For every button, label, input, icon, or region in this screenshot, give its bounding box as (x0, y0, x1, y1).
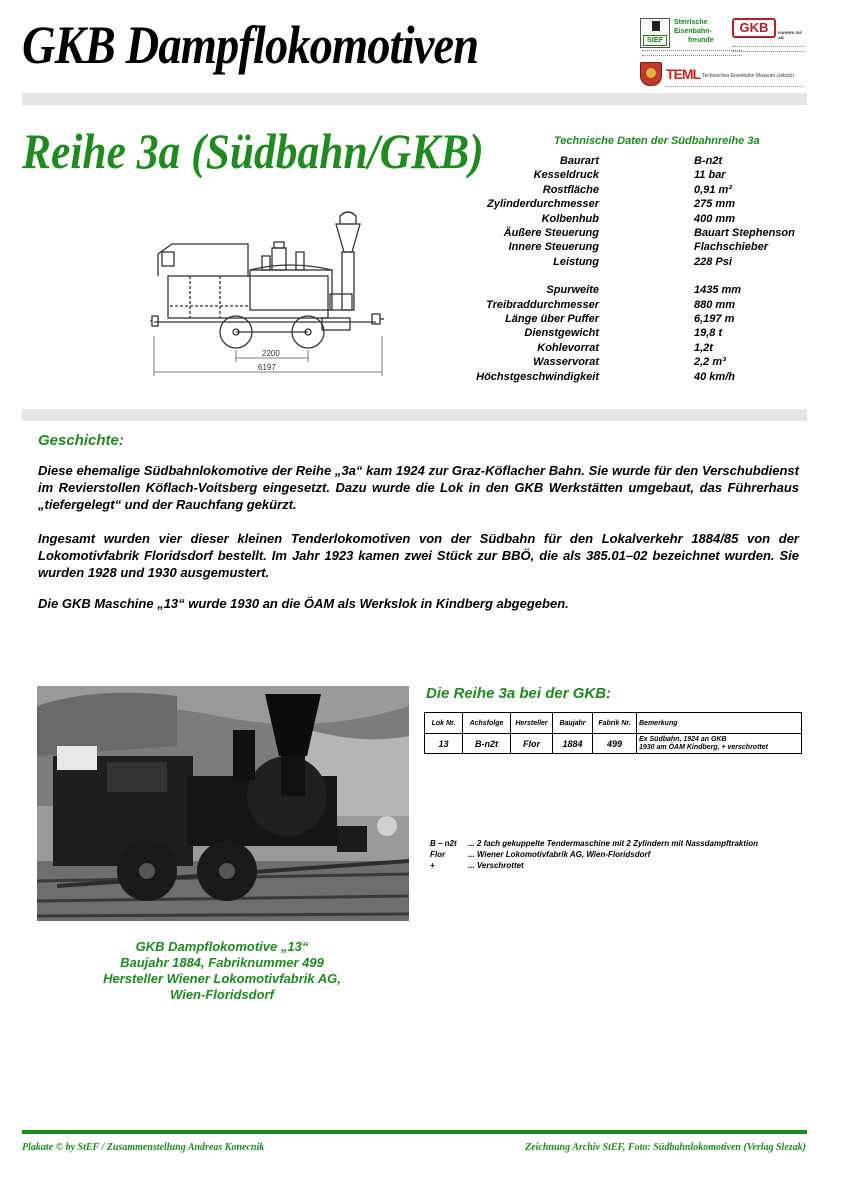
caption-line: Hersteller Wiener Lokomotivfabrik AG, (103, 971, 341, 986)
locomotive-photo (37, 686, 409, 921)
series-title: Reihe 3a (Südbahn/GKB) (22, 123, 484, 179)
locomotive-drawing (150, 186, 386, 378)
tech-data-row (430, 198, 830, 212)
gkb-address (732, 46, 804, 52)
legend-term: B – n2t (430, 839, 457, 848)
column-header-fabrik-nr: Fabrik Nr. (593, 713, 637, 734)
column-header-lok-nr: Lok Nr. (425, 713, 463, 734)
teml-word: TEML (666, 66, 701, 82)
tech-data-value: 11 bar (694, 169, 726, 182)
legend-item (430, 849, 810, 860)
history-paragraph: Ingesamt wurden vier dieser kleinen Tenderlokomotiven von der Südbahn für den Lokalverkehr 1884/85 von der Lokomotivfabrik Floridsdorf bestellt. Im Jahr 1923 kamen zwei Stück zur BBÖ, die als 385.01–02 bezeichnet wurden. Sie wurden 1928 und 1930 ausgemustert. (38, 531, 799, 580)
tech-data-label: Spurweite (546, 284, 599, 297)
legend-description: ... Wiener Lokomotivfabrik AG, Wien-Floridsdorf (468, 850, 651, 859)
tech-data-row (430, 155, 830, 169)
tech-data-row (430, 256, 830, 270)
stef-logo (640, 18, 736, 60)
tech-data-label: Kolbenhub (541, 212, 599, 225)
tech-data-row (430, 213, 830, 227)
dimension-wheelbase: 2200 (262, 349, 280, 358)
note-line: 1930 am ÖAM Kindberg, + verschrottet (639, 743, 768, 751)
logo-block (636, 16, 808, 90)
legend-description: ... 2 fach gekuppelte Tendermaschine mit 2 Zylindern mit Nassdampftraktion (468, 839, 758, 848)
tech-data-row (430, 284, 830, 298)
tech-data-row (430, 371, 830, 385)
table-row (425, 734, 802, 754)
tech-data-label: Innere Steuerung (508, 241, 599, 254)
tech-data-value: 275 mm (694, 198, 735, 211)
stef-emblem-icon (640, 18, 670, 48)
stef-name-line: Eisenbahn- (674, 28, 712, 35)
tech-data-label: Äußere Steuerung (503, 227, 599, 239)
table-header-row (425, 713, 802, 734)
caption-line: Baujahr 1884, Fabriknummer 499 (120, 955, 324, 970)
cell-achsfolge: B-n2t (463, 734, 511, 754)
teml-text: Technisches Eisenbahn Museum Lieboch (702, 73, 794, 79)
stef-plate: StEF (643, 35, 667, 46)
cell-fabrik-nr: 499 (593, 734, 637, 754)
footer-sources: Zeichnung Archiv StEF, Foto: Südbahnlokomotiven (Verlag Slezak) (525, 1142, 806, 1153)
legend-item (430, 838, 810, 849)
footer-divider (22, 1130, 807, 1134)
tech-data-value: B-n2t (694, 155, 723, 167)
tech-data-value: 2,2 m³ (694, 356, 726, 369)
tech-data-value: 1435 mm (694, 284, 742, 297)
tech-data-value: 1,2t (694, 341, 713, 354)
tech-data-row (430, 184, 830, 198)
gkb-table (424, 712, 802, 754)
stef-address (642, 50, 742, 56)
tech-data-label: Rostfläche (542, 183, 599, 196)
tech-data-label: Baurart (559, 155, 599, 167)
tech-data-value: 19,8 t (694, 327, 723, 340)
tech-data-row (430, 327, 830, 341)
history-paragraph: Diese ehemalige Südbahnlokomotive der Reihe „3a“ kam 1924 zur Graz-Köflacher Bahn. Sie wurde für den Verschubdienst im Revierstollen Köflach-Voitsberg eingesetzt. Dazu wurde die Lok in den GKB Werkstätten umgebaut, das Führerhaus „tiefergelegt“ und der Rauchfang gekürzt. (38, 463, 799, 512)
column-header-bemerkung: Bemerkung (637, 713, 802, 734)
page-title: GKB Dampflokomotiven (22, 15, 479, 75)
tech-data-heading: Technische Daten der Südbahnreihe 3a (554, 135, 760, 147)
tech-data-value: 400 mm (694, 212, 735, 225)
caption-line: Wien-Floridsdorf (170, 987, 274, 1002)
cell-baujahr: 1884 (553, 734, 593, 754)
coat-of-arms-icon (640, 62, 662, 86)
tech-data-label: Treibraddurchmesser (486, 298, 599, 311)
tech-data-value: 228 Psi (694, 255, 732, 268)
teml-logo (666, 66, 806, 88)
legend-description: ... Verschrottet (468, 861, 524, 870)
tech-data-value: Bauart Stephenson (694, 227, 795, 239)
stef-name (674, 18, 734, 45)
cell-bemerkung (637, 734, 802, 754)
note-line: Ex Südbahn, 1924 an GKB (639, 735, 727, 743)
stef-name-line: Steirische (674, 19, 708, 26)
legend-item (430, 860, 810, 871)
divider-bar-mid (22, 409, 807, 421)
caption-line: GKB Dampflokomotive „13“ (135, 939, 309, 954)
tech-data-value: 6,197 m (694, 313, 735, 325)
cell-hersteller: Flor (511, 734, 553, 754)
legend-term: + (430, 861, 435, 870)
dimension-length: 6197 (258, 363, 276, 372)
legend-term: Flor (430, 850, 446, 859)
tech-data-row (430, 227, 830, 241)
photo-caption (60, 939, 384, 1003)
tech-data-label: Zylinderdurchmesser (487, 198, 599, 211)
stef-name-line: freunde (688, 37, 714, 44)
tech-data-row (430, 313, 830, 327)
column-header-hersteller: Hersteller (511, 713, 553, 734)
tech-data-label: Dienstgewicht (524, 327, 599, 340)
column-header-baujahr: Baujahr (553, 713, 593, 734)
column-header-achsfolge: Achsfolge (463, 713, 511, 734)
tech-data-row (430, 241, 830, 255)
footer-credits: Plakate © by StEF / Zusammenstellung Andreas Konecnik (22, 1142, 265, 1153)
history-paragraph: Die GKB Maschine „13“ wurde 1930 an die ÖAM als Werkslok in Kindberg abgegeben. (38, 596, 569, 611)
tech-data-row (430, 299, 830, 313)
gkb-slogan: FAHREN SIE AB (778, 30, 803, 40)
gkb-logo (732, 16, 806, 58)
tech-data-label: Wasservorat (533, 356, 599, 369)
history-heading: Geschichte: (38, 432, 124, 449)
tech-data-label: Länge über Puffer (505, 313, 599, 325)
gkb-table-heading: Die Reihe 3a bei der GKB: (426, 685, 612, 702)
tech-data-value: 880 mm (694, 298, 735, 311)
tech-data-label: Leistung (553, 255, 599, 268)
gkb-badge: GKB (732, 18, 776, 38)
tech-data-label: Kohlevorrat (537, 341, 599, 354)
tech-data-value: 0,91 m² (694, 183, 732, 196)
cell-lok-nr: 13 (425, 734, 463, 754)
tech-data-label: Kesseldruck (533, 169, 599, 182)
tech-data-row (430, 342, 830, 356)
tech-data-label: Höchstgeschwindigkeit (476, 370, 599, 383)
abbreviation-legend (430, 838, 810, 871)
tech-data-row (430, 356, 830, 370)
tech-data-value: 40 km/h (694, 370, 735, 383)
tech-data-row (430, 169, 830, 183)
divider-bar-top (22, 93, 807, 105)
tech-data-value: Flachschieber (694, 241, 768, 254)
